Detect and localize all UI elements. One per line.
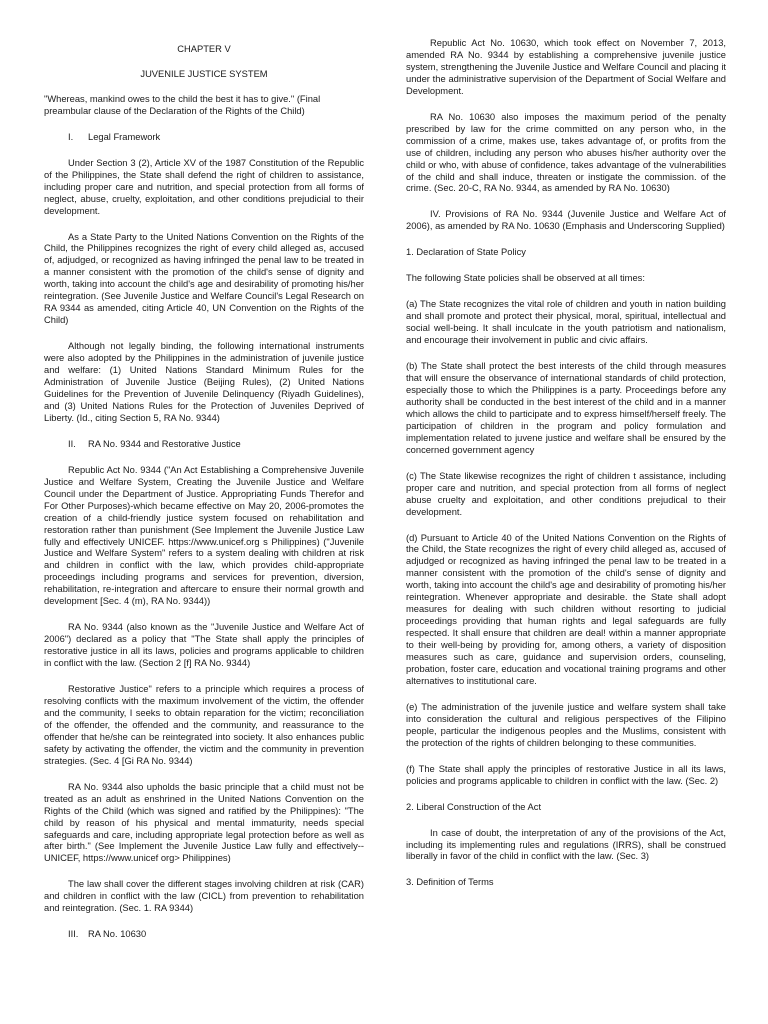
paragraph: Restorative Justice" refers to a principle which requires a process of resolving conflicts with the maximum involvement of the victim, the offender and the community, I seeks to obtain reparation for the victim; reconciliation of the offender, the offended and the community, and reassurance to the offender that he/she can be reintegrated into society. It also enhances public safety by activating the offender, the victim and the community in prevention strategies. (Sec. 4 [Gi RA No. 9344) xyxy=(44,684,364,766)
chapter-title: JUVENILE JUSTICE SYSTEM xyxy=(140,68,268,79)
policy-item-f: (f) The State shall apply the principles of restorative Justice in all its laws, policies and programs applicable to children in conflict with the law. (Sec. 2) xyxy=(406,763,726,786)
section-heading-restorative-justice xyxy=(44,439,364,451)
subheading-definition-of-terms: 3. Definition of Terms xyxy=(406,877,494,888)
subheading-liberal-construction: 2. Liberal Construction of the Act xyxy=(406,801,542,812)
section-title: RA No. 9344 and Restorative Justice xyxy=(88,438,241,449)
paragraph: RA No. 9344 also upholds the basic principle that a child must not be treated as an adult as enshrined in the United Nations Convention on the Rights of the Child (which was signed and ratified by the Philippines): "The child by reason of his physical and mental immaturity, needs special safeguards and care, including appropriate legal protection before as well as after birth." (See Implement the Juvenile Justice Law fully and effectively--UNICEF, https://www.unicef org> Philippines) xyxy=(44,781,364,864)
paragraph: The law shall cover the different stages involving children at risk (CAR) and children in conflict with the law (CICL) from prevention to rehabilitation and reintegration. (Sec. 1. RA 9344) xyxy=(44,879,364,914)
section-title: RA No. 10630 xyxy=(88,929,147,940)
subheading-state-policy: 1. Declaration of State Policy xyxy=(406,247,526,258)
policy-item-e: (e) The administration of the juvenile justice and welfare system shall take into consideration the cultural and religious perspectives of the Filipino people, particular the indigenous peoples and the Muslims, consistent with the protection of the rights of children belonging to these communities. xyxy=(406,701,726,748)
policy-item-a: (a) The State recognizes the vital role of children and youth in nation building and shall promote and protect their physical, moral, spiritual, intellectual and social well-being. It shall inculcate in the youth patriotism and nationalism, and encourage their involvement in public and civic affairs. xyxy=(406,299,726,346)
paragraph: RA No. 9344 (also known as the "Juvenile Justice and Welfare Act of 2006") declared as a policy that "The State shall apply the principles of restorative justice in all its laws, policies and programs applicable to children in conflict with the law. (Section 2 [f] RA No. 9344) xyxy=(44,622,364,669)
section-number: III. xyxy=(68,929,79,940)
policy-item-b: (b) The State shall protect the best interests of the child through measures that will ensure the observance of international standards of child protection, especially those to which the Philippines is a party. Proceedings before any authority shall be conducted in the best interest of the child and in a manner which allows the child to participate and to express himself/herself freely. The participation of children in the program and policy formulation and implementation related to juvene justice and welfare shall be ensured by the concerned government agency xyxy=(406,361,726,455)
section-heading-ra-10630 xyxy=(44,929,364,941)
preamble-quote: "Whereas, mankind owes to the child the best it has to give." (Final preambular clause of the Declaration of the Rights of the Child) xyxy=(44,93,321,116)
section-title: Legal Framework xyxy=(88,131,161,142)
policy-item-c: (c) The State likewise recognizes the right of children t assistance, including proper care and nutrition, and special protection from all forms of neglect abuse cruelty and exploitation, and other conditions prejudical to their development. xyxy=(406,470,726,517)
paragraph: RA No. 10630 also imposes the maximum period of the penalty prescribed by law for the crime committed on any person who, in the commission of a crime, makes use, takes advantage of, or profits from the use of children, including any person who abuses his/her authority over the child or who, with abuse of confidence, takes advantage of the vulnerabilities of the child and shall induce, threaten or instigate the commission. of the crime. (Sec. 20-C, RA No. 9344, as amended by RA No. 10630) xyxy=(406,111,726,194)
paragraph: Although not legally binding, the following international instruments were also adopted by the Philippines in the administration of juvenile justice and welfare: (1) United Nations Standard Minimum Rules for the Administration of Juvenile Justice (Beijing Rules), (2) United Nations Guidelines for the Prevention of Juvenile Delinquency (Riyadh Guidelines), and (3) United Nations Rules for the Protection of Juveniles Deprived of Liberty. (Id., citing Section 5, RA No. 9344) xyxy=(44,341,364,423)
section-number: I. xyxy=(68,131,74,142)
section-heading-legal-framework xyxy=(44,132,364,144)
section-heading-provisions: IV. Provisions of RA No. 9344 (Juvenile Justice and Welfare Act of 2006), as amended by RA No. 10630 (Emphasis and Underscoring Supplied) xyxy=(406,209,726,232)
right-column xyxy=(406,38,726,903)
paragraph: Under Section 3 (2), Article XV of the 1987 Constitution of the Republic of the Philippines, the State shall defend the right of children to assistance, including proper care and nutrition, and special protection from all forms of neglect, abuse, cruelty, exploitation, and other conditions prejudicial to their development. xyxy=(44,157,364,216)
paragraph: The following State policies shall be observed at all times: xyxy=(406,273,645,284)
chapter-heading: CHAPTER V xyxy=(177,44,231,54)
paragraph: Republic Act No. 10630, which took effect on November 7, 2013, amended RA No. 9344 by establishing a comprehensive juvenile justice system, strengthening the Juvenile Justice and Welfare Council and placing it under the administrative supervision of the Department of Social Welfare and Development. xyxy=(406,38,726,96)
left-column xyxy=(44,38,364,955)
paragraph: In case of doubt, the interpretation of any of the provisions of the Act, including its implementing rules and regulations (IRRS), shall be construed liberally in favor of the child in conflict with the law. (Sec. 3) xyxy=(406,827,726,862)
paragraph: Republic Act No. 9344 ("An Act Establishing a Comprehensive Juvenile Justice and Welfare System, Creating the Juvenile Justice and Welfare Council under the Department of Justice. Appropriating Funds Therefor and For Other Purposes)-which became effective on May 20, 2006-promotes the creation of a child-friendly justice system focused on rehabilitation and restoration rather than punishment (See Implement the Juvenile Justice Law fully and effectively UNICEF. https://www.unicef.org s Philippines) ("Juvenile Justice and Welfare System" refers to a system dealing with children at risk and children in conflict with the law, which provides child-appropriate proceedings including programs and services for prevention, diversion, rehabilitation, re-integration and aftercare to ensure their normal growth and development [Sec. 4 (m), RA No. 9344)) xyxy=(44,464,364,607)
paragraph: As a State Party to the United Nations Convention on the Rights of the Child, the Philippines recognizes the right of every child alleged as, accused of, adjudged, or recognized as having infringed the penal law to be treated in a manner consistent with the promotion of the child's sense of dignity and worth, taking into account the child's age and desirability of promoting his/her reintegration. (See Juvenile Justice and Welfare Council's Legal Research on RA 9344 as amended, citing Article 40, UN Convention on the Rights of the Child) xyxy=(44,231,364,326)
policy-item-d: (d) Pursuant to Article 40 of the United Nations Convention on the Rights of the Child, the State recognizes the right of every child alleged as, accused of adjudged or recognized as having infringed the penal law to be treated in a manner consistent with the promotion of the child's sense of dignity and worth, taking into account the child's age and desirability of promoting his/her reintegration. Whenever appropriate and desirable. the State shall adopt measures for dealing with such children without resorting to judicial proceedings providing that human rights and legal safeguards are fully respected. It shall ensure that children are deal! within a manner appropriate to their well-being by providing for, among others, a variety of disposition measures such as care, guidance and supervision orders, counseling, probation, foster care, education and vocational training programs and other alternatives to institutional care. xyxy=(406,532,726,686)
section-number: II. xyxy=(68,438,76,449)
